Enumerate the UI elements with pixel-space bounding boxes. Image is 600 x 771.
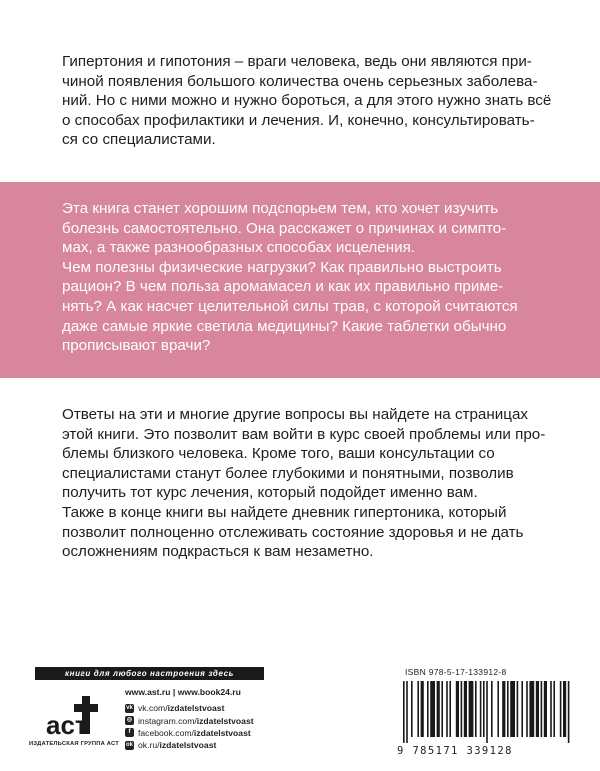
answers-paragraph: [62, 405, 564, 562]
answers-line: этой книги. Это позволит вам войти в курс своей проблемы или про-: [62, 425, 546, 443]
barcode-bar: [491, 681, 493, 737]
barcode-bar: [486, 681, 488, 743]
tagline-strip: книги для любого настроения здесь: [35, 667, 264, 680]
ast-logo-icon: [42, 690, 112, 760]
social-prefix: facebook.com/: [138, 727, 194, 738]
isbn-digits: 9 785171 339128: [397, 745, 513, 757]
isbn-label: ISBN 978-5-17-133912-8: [405, 667, 507, 677]
barcode-bar: [475, 681, 477, 737]
barcode-bar: [553, 681, 555, 737]
barcode-bar: [563, 681, 566, 737]
social-handle: izdatelstvoast: [159, 740, 217, 751]
barcode-bar: [421, 681, 424, 737]
social-link-facebook[interactable]: [125, 727, 254, 739]
barcode-bar: [483, 681, 485, 737]
barcode-bar: [427, 681, 429, 737]
barcode-bar: [502, 681, 505, 737]
barcode-bar: [526, 681, 528, 737]
answers-line: специалистами станут более глубокими и понятными, позволив: [62, 464, 514, 482]
barcode-bar: [541, 681, 543, 737]
barcode-icon: [397, 681, 573, 743]
instagram-icon: ◎: [126, 717, 133, 724]
intro-line: о способах профилактики и лечения. И, конечно, консультировать-: [62, 111, 535, 129]
answers-line: блемы близкого человека. Кроме того, ваши консультации со: [62, 445, 495, 463]
barcode-bar: [406, 681, 408, 743]
intro-line: ний. Но с ними можно и нужно бороться, а для этого нужно знать всё: [62, 92, 552, 110]
answers-line: получить тот курс лечения, который подойдет именно вам.: [62, 484, 478, 502]
band-line: даже самые яркие светила медицины? Какие таблетки обычно: [62, 317, 507, 335]
barcode-bar: [544, 681, 547, 737]
band-line: нять? А как насчет целительной силы трав, с которой считаются: [62, 297, 518, 315]
barcode-bar: [517, 681, 519, 737]
band-line: Эта книга станет хорошим подспорьем тем, кто хочет изучить: [62, 200, 499, 217]
social-links: [125, 702, 254, 752]
answers-line: осложнениям подкрасться к вам незаметно.: [62, 543, 374, 561]
barcode-bar: [507, 681, 509, 737]
answers-line: Ответы на эти и многие другие вопросы вы найдете на страницах: [62, 406, 528, 423]
social-handle: izdatelstvoast: [193, 727, 251, 738]
band-line: прописывают врачи?: [62, 337, 211, 355]
answers-line: позволит полноценно отслеживать состояние здоровья и не дать: [62, 523, 524, 541]
answers-line: Также в конце книги вы найдете дневник гипертоника, который: [62, 503, 507, 521]
barcode-bar: [550, 681, 552, 737]
intro-line: ся со специалистами.: [62, 131, 216, 149]
barcode-bar: [480, 681, 482, 737]
barcode-bar: [437, 681, 440, 737]
barcode-bar: [464, 681, 467, 737]
band-line: болезнь самостоятельно. Она расскажет о причинах и симпто-: [62, 219, 507, 237]
social-link-odnoklassniki[interactable]: [125, 739, 254, 751]
barcode-bar: [430, 681, 435, 737]
social-link-instagram[interactable]: [125, 714, 254, 726]
intro-line: чиной появления большого количества очень серьезных заболева-: [62, 72, 538, 90]
odnoklassniki-icon: ok: [125, 741, 133, 748]
social-prefix: vk.com/: [138, 703, 168, 714]
social-prefix: ok.ru/: [138, 740, 160, 751]
barcode-bar: [449, 681, 451, 737]
social-handle: izdatelstvoast: [196, 715, 254, 726]
barcode-bar: [568, 681, 570, 743]
vk-icon: vk: [126, 704, 133, 711]
barcode-bar: [497, 681, 499, 737]
barcode-bar: [446, 681, 448, 737]
intro-line: Гипертония и гипотония – враги человека, ведь они являются при-: [62, 53, 532, 70]
social-prefix: instagram.com/: [138, 715, 197, 726]
logo-text: аст: [46, 710, 88, 740]
barcode-bar: [403, 681, 405, 743]
barcode-bar: [469, 681, 474, 737]
barcode-bar: [529, 681, 534, 737]
barcode-bar: [441, 681, 443, 737]
barcode-bar: [456, 681, 459, 737]
barcode-bar: [417, 681, 419, 737]
band-line: мах, а также разнообразных способах исцеления.: [62, 239, 416, 257]
barcode-bar: [461, 681, 463, 737]
social-handle: izdatelstvoast: [167, 703, 225, 714]
barcode-bar: [510, 681, 515, 737]
barcode-bar: [411, 681, 413, 737]
publisher-name: ИЗДАТЕЛЬСКАЯ ГРУППА АСТ: [28, 741, 120, 747]
barcode-bar: [560, 681, 562, 737]
intro-paragraph: [62, 52, 564, 150]
facebook-icon: f: [125, 728, 134, 737]
barcode-bar: [521, 681, 523, 737]
band-line: рацион? В чем польза аромамасел и как их правильно приме-: [62, 278, 504, 296]
website-links[interactable]: www.ast.ru | www.book24.ru: [125, 687, 241, 697]
social-link-vk[interactable]: [125, 702, 254, 714]
band-line: Чем полезны физические нагрузки? Как правильно выстроить: [62, 258, 502, 276]
barcode-bar: [536, 681, 539, 737]
band-paragraph: [62, 199, 564, 356]
